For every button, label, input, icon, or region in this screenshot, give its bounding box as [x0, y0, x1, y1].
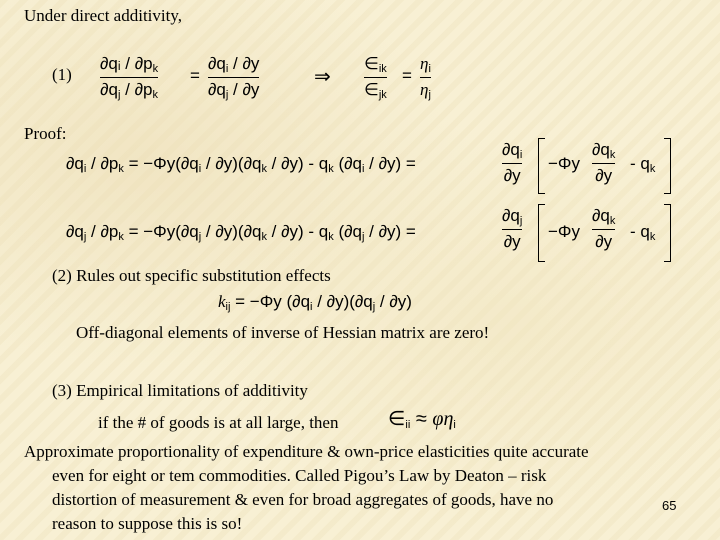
point-2-text: (2) Rules out specific substitution effects: [52, 266, 331, 285]
paragraph-line-2: even for eight or tem commodities. Called Pigou’s Law by Deaton – risk: [52, 466, 547, 485]
proof-2-right-bracket: [664, 204, 671, 262]
eq1-fraction-1: ∂qᵢ / $\partial p_k$ $\partial q_j / \partial p_k$: [100, 54, 159, 101]
slide-number: 65: [662, 498, 677, 513]
heading: Under direct additivity,: [24, 6, 182, 25]
eq1-fraction-3: $\in_{ik}$ $\in_{jk}$: [364, 54, 387, 101]
proof-2-inner-term: −Φy: [548, 222, 580, 241]
eq1-fraction-4: $\eta_i$ $\eta_j$: [420, 54, 431, 101]
implies-symbol: ⇒: [314, 66, 331, 88]
proof-1-inner-term: −Φy: [548, 154, 580, 173]
eq1-equals: =: [190, 66, 200, 85]
point-3-text: (3) Empirical limitations of additivity: [52, 381, 308, 400]
paragraph-line-1: Approximate proportionality of expenditure & own-price elasticities quite accurate: [24, 442, 589, 461]
proof-1-left-bracket: [538, 138, 545, 194]
proof-2-inner-fraction: $\partial q_k$ ∂y: [592, 206, 616, 251]
paragraph-line-4: reason to suppose this is so!: [52, 514, 243, 533]
equation-1-label: (1): [52, 65, 72, 84]
proof-1-inner-fraction: $\partial q_k$ ∂y: [592, 140, 616, 185]
eq1-equals-2: =: [402, 66, 412, 85]
proof-1-right-bracket: [664, 138, 671, 194]
proof-1-inner-q: - $q_k$: [630, 154, 656, 175]
paragraph-line-3: distortion of measurement & even for broad aggregates of goods, have no: [52, 490, 554, 509]
proof-line-2: $\partial q_j / \partial p_k = -\Phi y(\partial q_j / \partial y)(\partial q_k / \partial y) - q_k$ $(\partial q_j / \partial y)$ =: [66, 222, 416, 243]
proof-2-inner-q: - $q_k$: [630, 222, 656, 243]
proof-2-fraction: $\partial q_j$ ∂y: [502, 206, 523, 251]
proof-2-left-bracket: [538, 204, 545, 262]
point-3-condition: if the # of goods is at all large, then: [98, 413, 339, 432]
kij-equation: $k_{ij} = -\Phi y$ $(\partial q_i / \partial y)(\partial q_j / \partial y)$: [218, 292, 412, 313]
proof-line-1: $\partial q_i / \partial p_k = -\Phi y(\partial q_i / \partial y)(\partial q_k / \partial y) - q_k$ $(\partial q_i / \partial y)$ =: [66, 154, 416, 175]
off-diagonal-note: Off-diagonal elements of inverse of Hessian matrix are zero!: [76, 323, 490, 342]
proof-label: Proof:: [24, 124, 67, 143]
approx-equation: $\in_{ii} \approx \varphi\eta_i$: [388, 408, 456, 431]
eq1-fraction-2: $\partial q_i / \partial y$ $\partial q_j / \partial y$: [208, 54, 260, 101]
proof-1-fraction: $\partial q_i$ ∂y: [502, 140, 523, 185]
